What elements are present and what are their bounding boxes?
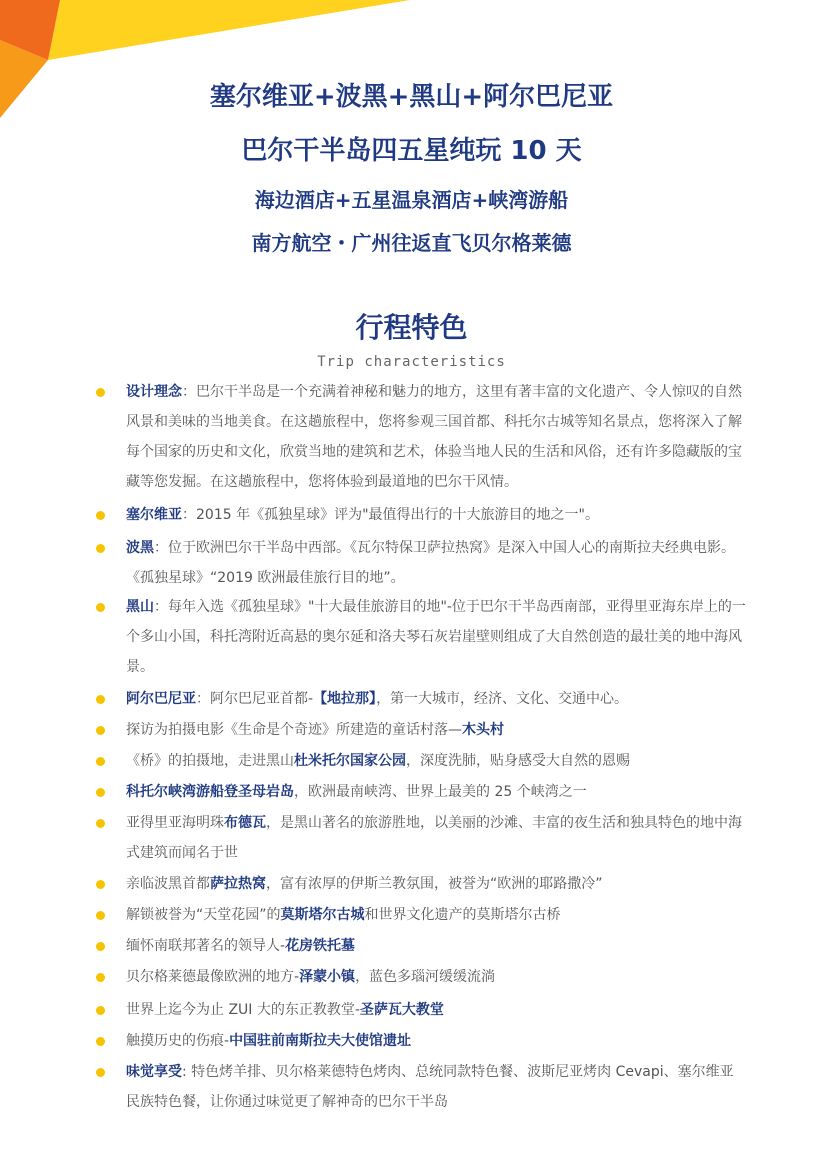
corner-decoration: [0, 0, 823, 140]
feature-item: 科托尔峡湾游船登圣母岩岛，欧洲最南峡湾、世界上最美的 25 个峡湾之一: [126, 784, 587, 800]
feature-item: 味觉享受: 特色烤羊排、贝尔格莱德特色烤肉、总统同款特色餐、波斯尼亚烤肉 Cevapi、塞尔维亚民族特色餐，让你通过味觉更了解神奇的巴尔干半岛: [126, 1064, 734, 1110]
bullet-icon: [96, 511, 105, 520]
title-line-1: 塞尔维亚+波黑+黑山+阿尔巴尼亚: [209, 82, 614, 112]
section-title: 行程特色: [355, 311, 468, 344]
bullet-icon: [96, 757, 105, 766]
feature-item: 亲临波黑首都萨拉热窝，富有浓厚的伊斯兰教氛围，被誉为“欧洲的耶路撒冷”: [126, 876, 603, 892]
bullet-icon: [96, 880, 105, 889]
feature-item: 亚得里亚海明珠布德瓦，是黑山著名的旅游胜地，以美丽的沙滩、丰富的夜生活和独具特色的地中海式建筑而闻名于世: [126, 815, 742, 861]
feature-item: 缅怀南联邦著名的领导人-花房铁托墓: [126, 938, 356, 954]
bullet-icon: [96, 1006, 105, 1015]
bullet-icon: [96, 726, 105, 735]
bullet-icon: [96, 911, 105, 920]
bullet-icon: [96, 1037, 105, 1046]
bullet-icon: [96, 603, 105, 612]
bullet-icon: [96, 388, 105, 397]
bullet-icon: [96, 942, 105, 951]
feature-item: 解锁被誉为“天堂花园”的莫斯塔尔古城和世界文化遗产的莫斯塔尔古桥: [126, 907, 561, 923]
bullet-icon: [96, 819, 105, 828]
feature-item: 世界上迄今为止 ZUI 大的东正教教堂-圣萨瓦大教堂: [126, 1002, 444, 1018]
title-line-3: 海边酒店+五星温泉酒店+峡湾游船: [254, 188, 569, 212]
feature-item: 触摸历史的伤痕-中国驻前南斯拉夫大使馆遗址: [126, 1033, 412, 1049]
feature-item: 探访为拍摄电影《生命是个奇迹》所建造的童话村落—木头村: [126, 722, 504, 738]
feature-item: 贝尔格莱德最像欧洲的地方-泽蒙小镇，蓝色多瑙河缓缓流淌: [126, 969, 496, 985]
feature-item: 黑山：每年入选《孤独星球》"十大最佳旅游目的地"-位于巴尔干半岛西南部，亚得里亚海东岸上的一个多山小国，科托湾附近高悬的奥尔延和洛夫琴石灰岩崖壁则组成了大自然创造的最壮美的地中海风景。: [126, 599, 746, 675]
bullet-icon: [96, 973, 105, 982]
yellow-stripe: [48, 0, 410, 60]
bullet-icon: [96, 695, 105, 704]
feature-item: 阿尔巴尼亚：阿尔巴尼亚首都-【地拉那】，第一大城市，经济、文化、交通中心。: [126, 691, 629, 707]
feature-item: 设计理念：巴尔干半岛是一个充满着神秘和魅力的地方，这里有著丰富的文化遗产、令人惊叹的自然风景和美味的当地美食。在这趟旅程中，您将参观三国首都、科托尔古城等知名景点，您将深入了解每个国家的历史和文化，欣赏当地的建筑和艺术，体验当地人民的生活和风俗，还有许多隐藏版的宝藏等您发掘。在这趟旅程中，您将体验到最道地的巴尔干风情。: [126, 384, 742, 490]
title-line-4: 南方航空・广州往返直飞贝尔格莱德: [251, 231, 572, 255]
title-line-2: 巴尔干半岛四五星纯玩 10 天: [241, 136, 582, 166]
feature-item: 波黑：位于欧洲巴尔干半岛中西部。《瓦尔特保卫萨拉热窝》是深入中国人心的南斯拉夫经典电影。《孤独星球》“2019 欧洲最佳旅行目的地”。: [126, 540, 735, 586]
bullet-icon: [96, 1068, 105, 1077]
bullet-icon: [96, 788, 105, 797]
feature-item: 塞尔维亚：2015 年《孤独星球》评为"最值得出行的十大旅游目的地之一"。: [126, 507, 599, 523]
orange-corner: [0, 0, 60, 60]
section-subtitle: Trip characteristics: [317, 354, 506, 370]
bullet-icon: [96, 544, 105, 553]
feature-item: 《桥》的拍摄地，走进黑山杜米托尔国家公园，深度洗肺，贴身感受大自然的恩赐: [126, 753, 630, 769]
